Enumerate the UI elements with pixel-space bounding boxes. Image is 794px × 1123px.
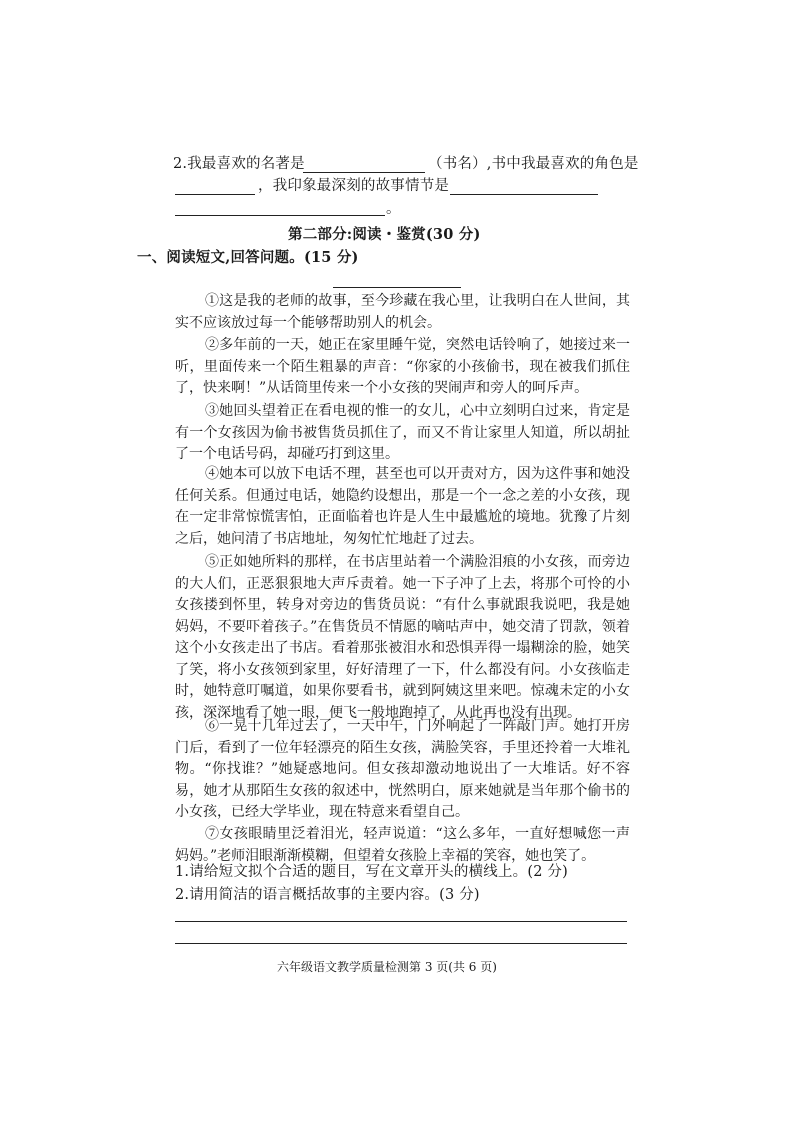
q2-prefix: 2.我最喜欢的名著是 — [173, 156, 305, 172]
answer-line-2[interactable] — [175, 943, 627, 944]
question-2: 2.请用简洁的语言概括故事的主要内容。(3 分) — [175, 887, 480, 903]
answer-line-1[interactable] — [175, 921, 627, 922]
section-heading: 一、阅读短文,回答问题。(15 分) — [137, 249, 359, 266]
paragraph-2: ②多年前的一天，她正在家里睡午觉，突然电话铃响了，她接过来一听，里面传来一个陌生粗暴的声音：“你家的小孩偷书，现在被我们抓住了，快来啊！”从话筒里传来一个小女孩的哭闹声和旁人的呵斥声。 — [175, 337, 630, 396]
book-name-blank[interactable] — [303, 172, 425, 173]
paragraph-1: ①这是我的老师的故事，至今珍藏在我心里，让我明白在人世间，其实不应该放过每一个能够帮助别人的机会。 — [175, 293, 630, 331]
plot-blank-1[interactable] — [450, 194, 598, 195]
page-footer: 六年级语文教学质量检测第 3 页(共 6 页) — [277, 960, 497, 974]
q2-end: 。 — [386, 201, 401, 217]
plot-blank-2[interactable] — [175, 215, 385, 216]
q2-line2-text: ，我印象最深刻的故事情节是 — [258, 178, 450, 194]
paragraph-6: ⑥一晃十几年过去了，一天中午，门外响起了一阵敲门声。她打开房门后，看到了一位年轻漂亮的陌生女孩，满脸笑容，手里还拎着一大堆礼物。“你找谁？”她疑惑地问。但女孩却激动地说出了一大堆话。好不容易，她才从那陌生女孩的叙述中，恍然明白，原来她就是当年那个偷书的小女孩，已经大学毕业，现在特意来看望自己。 — [175, 718, 630, 820]
paragraph-4: ④她本可以放下电话不理，甚至也可以开责对方，因为这件事和她没任何关系。但通过电话，她隐约设想出，那是一个一念之差的小女孩，现在一定非常惊慌害怕，正面临着也许是人生中最尴尬的境地。犹豫了片刻之后，她问清了书店地址，匆匆忙忙地赶了过去。 — [175, 466, 630, 547]
paragraph-5: ⑤正如她所料的那样，在书店里站着一个满脸泪痕的小女孩，而旁边的大人们，正恶狠狠地大声斥责着。她一下子冲了上去，将那个可怜的小女孩搂到怀里，转身对旁边的售货员说：“有什么事就跟我说吧，我是她妈妈，不要吓着孩子。”在售货员不情愿的嘀咕声中，她交清了罚款，领着这个小女孩走出了书店。看着那张被泪水和恐惧弄得一塌糊涂的脸，她笑了笑，将小女孩领到家里，好好清理了一下，什么都没有问。小女孩临走时，她特意叮嘱道，如果你要看书，就到阿姨这里来吧。惊魂未定的小女孩，深深地看了她一眼，便飞一般地跑掉了，从此再也没有出现。 — [175, 554, 630, 721]
part2-title: 第二部分:阅读・鉴赏(30 分) — [288, 226, 481, 243]
question-1: 1.请给短文拟个合适的题目，写在文章开头的横线上。(2 分) — [175, 864, 568, 880]
paragraph-3: ③她回头望着正在看电视的惟一的女儿，心中立刻明白过来，肯定是有一个女孩因为偷书被售货员抓住了，而又不肯让家里人知道，所以胡扯了一个电话号码，却碰巧打到这里。 — [175, 403, 630, 462]
passage-title-blank[interactable] — [333, 287, 461, 288]
paragraph-7: ⑦女孩眼睛里泛着泪光，轻声说道：“这么多年，一直好想喊您一声妈妈。”老师泪眼渐渐模糊，但望着女孩脸上幸福的笑容，她也笑了。 — [175, 826, 630, 864]
q2-book-hint: （书名）,书中我最喜欢的角色是 — [428, 156, 639, 172]
character-blank[interactable] — [175, 194, 255, 195]
